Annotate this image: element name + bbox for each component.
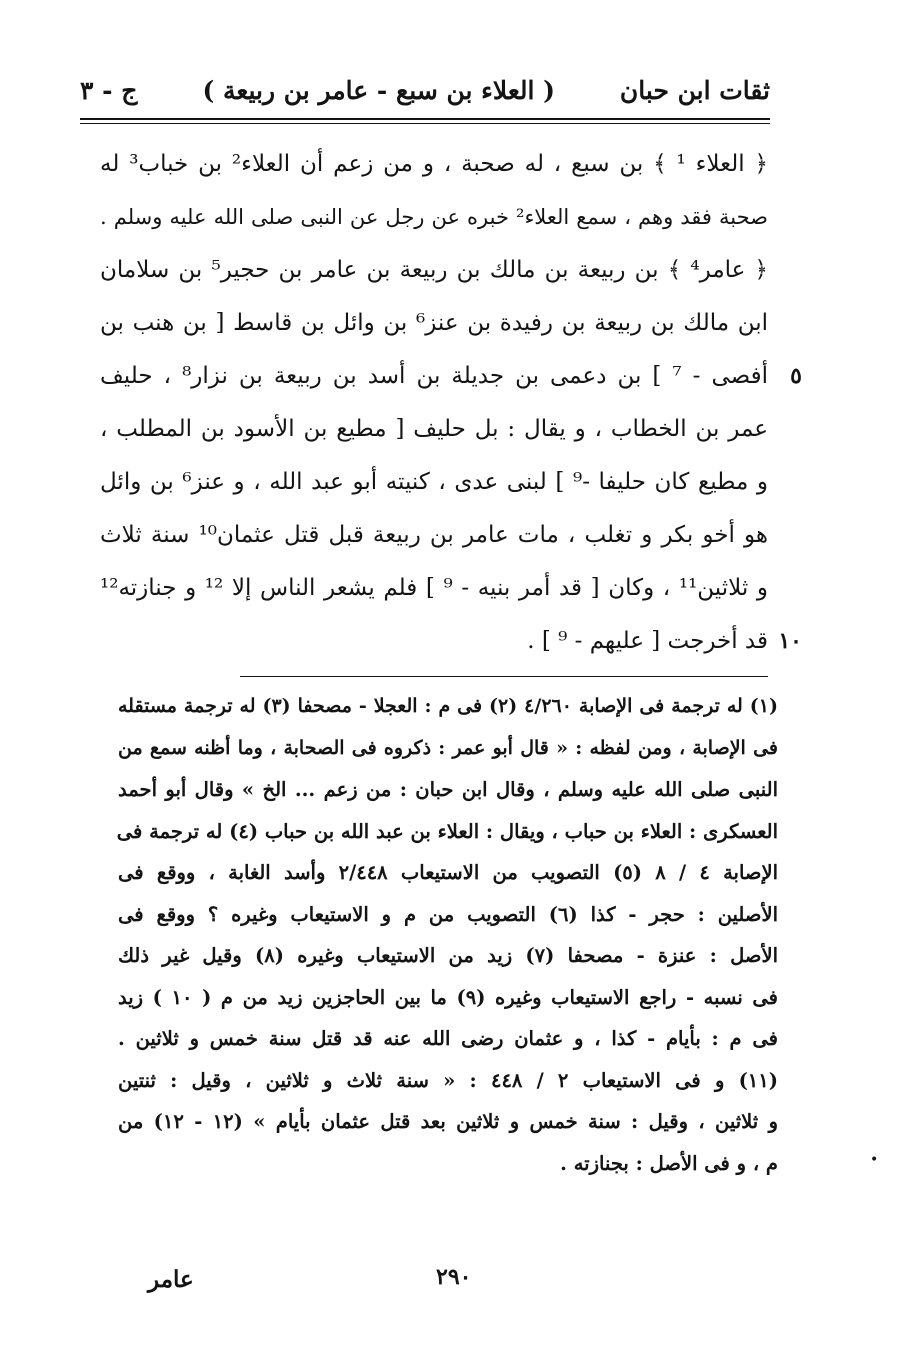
ink-speck: • [870,1152,879,1168]
footnote-line: (١١) و فى الاستيعاب ٢ / ٤٤٨ : « سنة ثلاث و ثلاثين ، وقيل : ثنتين [118,1068,778,1092]
text-line [100,350,802,403]
footnote-line: م ، و فى الأصل : بجنازته . [560,1151,778,1175]
footnote-separator [240,676,768,677]
line-text: و مطيع كان حليفا -⁹ ] لبنى عدى ، كنيته أبو عبد الله ، و عنز⁶ بن وائل [100,469,768,495]
footnote-line: فى الإصابة ، ومن لفظه : « قال أبو عمر : ذكروه فى الصحابة ، وما أظنه سمع من [118,736,778,759]
line-text: ﴿ العلاء ¹ ﴾ بن سبع ، له صحبة ، و من زعم أن العلاء² بن خباب³ له [100,151,768,177]
text-line [100,244,768,297]
text-line [100,403,768,456]
text-line [100,615,802,668]
book-title: ثقات ابن حبان [619,76,770,105]
running-header [80,68,770,118]
line-text: صحبة فقد وهم ، سمع العلاء² خبره عن رجل عن النبى صلى الله عليه وسلم . [100,205,768,229]
line-text: و ثلاثين¹¹ ، وكان [ قد أمر بنيه - ⁹ ] فلم يشعر الناس إلا ¹² و جنازته¹² [100,575,768,601]
text-line [100,191,768,244]
header-rule-thin [80,123,770,124]
section-title: ( العلاء بن سبع - عامر بن ربيعة ) [202,76,555,105]
text-line [100,456,768,509]
line-text: قد أخرجت [ عليهم - ⁹ ] . [527,628,768,654]
footnote-line: فى م : بأيام - كذا ، و عثمان رضى الله عنه قد قتل سنة خمس و ثلاثين . [118,1027,778,1050]
footnote-line: فى نسبه - راجع الاستيعاب وغيره (٩) ما بين الحاجزين زيد من م ( ١٠ ) زيد [118,985,778,1009]
header-rule [80,118,770,120]
catchword: عامر [148,1266,194,1293]
footnote-line: و ثلاثين ، وقيل : سنة خمس و ثلاثين بعد قتل عثمان بأيام » (١٢ - ١٢) من [118,1110,779,1133]
volume-label: ج - ٣ [80,76,138,105]
footnote-line: (١) له ترجمة فى الإصابة ٤/٢٦٠ (٢) فى م : العجلا - مصحفا (٣) له ترجمة مستقله [118,695,778,717]
text-line [100,509,768,562]
line-text: ﴿ عامر⁴ ﴾ بن ربيعة بن مالك بن ربيعة بن عامر بن حجير⁵ بن سلامان [100,257,769,283]
text-line [100,562,768,615]
line-text: أفصى - ⁷ ] بن دعمى بن جديلة بن أسد بن ربيعة بن نزار⁸ ، حليف [100,363,768,389]
footnote-line: النبى صلى الله عليه وسلم ، وقال ابن حبان : من زعم ... الخ » وقال أبو أحمد [118,778,778,801]
line-number: ١٠ [778,628,802,654]
main-text [100,138,802,668]
text-line [100,138,768,191]
footnote-line: الأصل : عنزة - مصحفا (٧) زيد من الاستيعاب وغيره (٨) وقيل غير ذلك [118,944,778,967]
line-text: هو أخو بكر و تغلب ، مات عامر بن ربيعة قبل قتل عثمان¹⁰ سنة ثلاث [100,522,768,548]
footnote-line: الإصابة ٤ / ٨ (٥) التصويب من الاستيعاب ٢/٤٤٨ وأسد الغابة ، ووقع فى [118,861,778,884]
text-line [100,297,768,350]
footnote-line: العسكرى : العلاء بن حباب ، ويقال : العلاء بن عبد الله بن حباب (٤) له ترجمة فى [116,819,778,843]
line-text: ابن مالك بن ربيعة بن رفيدة بن عنز⁶ بن وائل بن قاسط [ بن هنب بن [100,310,768,336]
line-text: عمر بن الخطاب ، و يقال : بل حليف [ مطيع بن الأسود بن المطلب ، [100,416,768,442]
footnotes [118,686,778,1184]
footnote-line: الأصلين : حجر - كذا (٦) التصويب من م و الاستيعاب وغيره ؟ ووقع فى [118,902,778,926]
page-number: ٢٩٠ [436,1264,472,1290]
line-number: ٥ [790,363,802,389]
